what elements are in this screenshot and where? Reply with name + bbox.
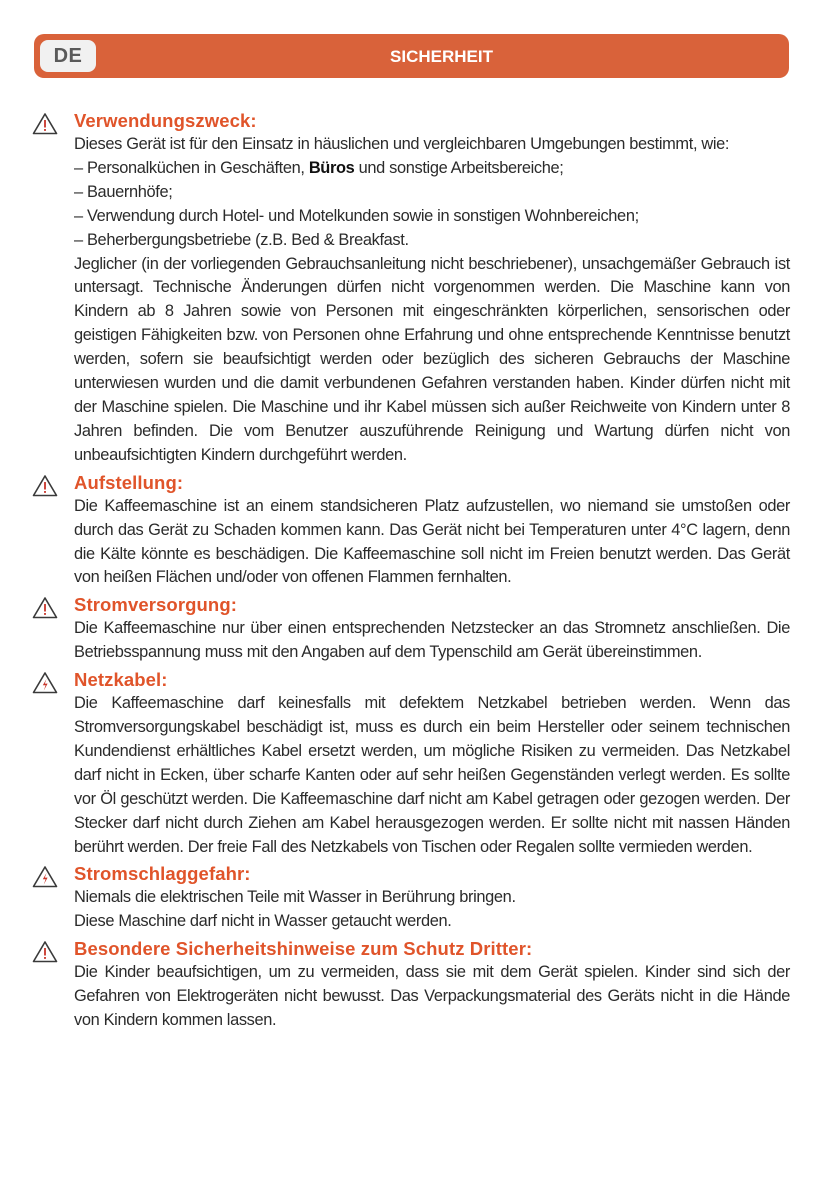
warning-icon: [32, 112, 58, 135]
section-header-bar: [34, 34, 789, 78]
section-title: Netzkabel:: [74, 669, 168, 691]
warning-icon: [32, 474, 58, 497]
usage-list: [74, 157, 790, 253]
section-title: Besondere Sicherheitshinweise zum Schutz Dritter:: [74, 938, 533, 960]
section-body: Jeglicher (in der vorliegenden Gebrauchsanleitung nicht beschriebener), unsachgemäßer Gebrauch ist untersagt. Technische Änderungen dürfen nicht vorgenommen werden. Die Maschine kann von Kindern ab 8 Jahren sowie von Personen mit eingeschränkten körperlichen, sensorischen oder geistigen Fähigkeiten bzw. von Personen ohne Erfahrung und ohne entsprechende Kenntnisse benutzt werden, sofern sie beaufsichtigt werden oder bezüglich des sicheren Gebrauchs der Maschine unterwiesen wurden und die damit verbundenen Gefahren verstanden haben. Kinder dürfen nicht mit der Maschine spielen. Die Maschine und ihr Kabel müssen sich außer Reichweite von Kindern unter 8 Jahren befinden. Die vom Benutzer auszuführende Reinigung und Wartung dürfen nicht von unbeaufsichtigten Kindern durchgeführt werden.: [74, 254, 790, 464]
section-title: Verwendungszweck:: [74, 110, 257, 131]
section-title: Aufstellung:: [74, 471, 184, 493]
section-intro: Dieses Gerät ist für den Einsatz in häuslichen und vergleichbaren Umgebungen bestimmt, wie:: [74, 135, 730, 153]
list-item: – Personalküchen in Geschäften, Büros und sonstige Arbeitsbereiche;: [74, 158, 564, 177]
page-title: SICHERHEIT: [390, 47, 493, 66]
warning-icon: [32, 596, 58, 619]
section-title: Stromversorgung:: [74, 594, 237, 616]
electric-hazard-icon: [32, 865, 58, 888]
section-body: Die Kaffeemaschine nur über einen entsprechenden Netzstecker an das Stromnetz anschließen. Die Betriebsspannung muss mit den Angaben auf dem Typenschild am Gerät übereinstimmen.: [74, 619, 790, 662]
list-item: – Beherbergungsbetriebe (z.B. Bed & Breakfast.: [74, 230, 409, 249]
section-title: Stromschlaggefahr:: [74, 863, 251, 885]
body-line: Niemals die elektrischen Teile mit Wasser in Berührung bringen.: [74, 888, 516, 907]
section-body: Die Kaffeemaschine ist an einem standsicheren Platz aufzustellen, wo niemand sie umstoßen oder durch das Gerät zu Schaden kommen kann. Das Gerät nicht bei Temperaturen unter 4°C lagern, denn die Kälte könnte es beschädigen. Die Kaffeemaschine soll nicht im Freien benutzt werden. Das Gerät von heißen Flächen und/oder von offenen Flammen fernhalten.: [74, 496, 790, 587]
body-line: Diese Maschine darf nicht in Wasser getaucht werden.: [74, 912, 452, 931]
section-netzkabel: [30, 667, 790, 859]
safety-content: [30, 108, 790, 1035]
section-body: Die Kaffeemaschine darf keinesfalls mit defektem Netzkabel betrieben werden. Wenn das Stromversorgungskabel beschädigt ist, muss es durch ein beim Hersteller oder seinem technischen Kundendienst erhältliches Kabel ersetzt werden, um mögliche Risiken zu vermeiden. Das Netzkabel darf nicht in Ecken, über scharfe Kanten oder auf sehr heißen Gegenständen verlegt werden. Es sollte vor Öl geschützt werden. Die Kaffeemaschine darf nicht am Kabel getragen oder gezogen werden. Der Stecker darf nicht durch Ziehen am Kabel herausgezogen werden. Er sollte nicht mit nassen Händen berührt werden. Der freie Fall des Netzkabels von Tischen oder Regalen sollte vermieden werden.: [74, 694, 790, 856]
section-stromversorgung: [30, 592, 790, 665]
warning-icon: [32, 940, 58, 963]
electric-hazard-icon: [32, 671, 58, 694]
list-item: – Verwendung durch Hotel- und Motelkunden sowie in sonstigen Wohnbereichen;: [74, 206, 639, 225]
section-schutz-dritter: [30, 936, 790, 1033]
language-badge: DE: [40, 40, 96, 72]
list-item: – Bauernhöfe;: [74, 182, 173, 201]
section-stromschlaggefahr: [30, 861, 790, 934]
section-verwendungszweck: [30, 108, 790, 468]
section-body: [74, 886, 790, 934]
section-aufstellung: [30, 470, 790, 591]
section-body: Die Kinder beaufsichtigen, um zu vermeiden, dass sie mit dem Gerät spielen. Kinder sind sich der Gefahren von Elektrogeräten nicht bewusst. Das Verpackungsmaterial des Geräts nicht in die Hände von Kindern kommen lassen.: [74, 963, 790, 1030]
